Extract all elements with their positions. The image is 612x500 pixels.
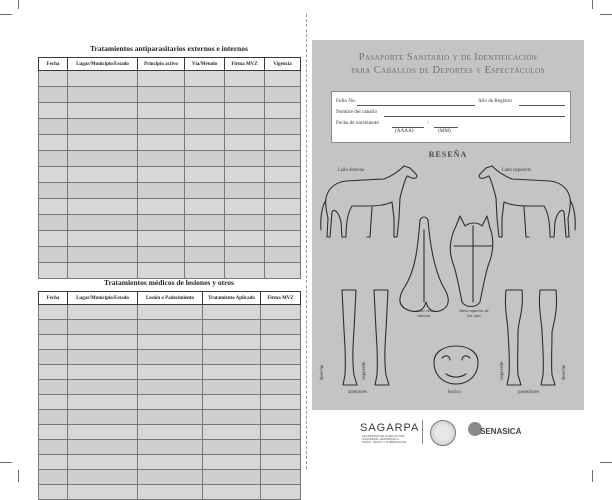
table-row (39, 305, 301, 320)
table-cell[interactable] (39, 455, 68, 470)
table-row (39, 151, 301, 167)
table-cell[interactable] (225, 87, 265, 103)
table-row (39, 410, 301, 425)
cover-title-line2: para Caballos de Deportes y Espectáculos (351, 65, 545, 76)
table-cell[interactable] (68, 410, 138, 425)
table-cell[interactable] (203, 335, 261, 350)
crop-mark (18, 0, 19, 9)
column-header: Lugar/Municipio/Estado (68, 58, 138, 71)
table-cell[interactable] (225, 71, 265, 87)
crop-mark (0, 14, 12, 15)
crop-mark (600, 462, 612, 463)
table-cell[interactable] (185, 167, 225, 183)
crop-mark (592, 470, 593, 482)
table-cell[interactable] (203, 365, 261, 380)
table-cell[interactable] (225, 103, 265, 119)
table-cell[interactable] (225, 151, 265, 167)
table-cell[interactable] (203, 305, 261, 320)
table-cell[interactable] (261, 425, 301, 440)
cover-title-line1: Pasaporte Sanitario y de Identificación (358, 52, 538, 63)
table-cell[interactable] (68, 71, 138, 87)
column-header: Vigencia (265, 58, 301, 71)
table-cell[interactable] (265, 231, 301, 247)
table-cell[interactable] (203, 440, 261, 455)
table-cell[interactable] (185, 71, 225, 87)
table-cell[interactable] (39, 71, 68, 87)
table-cell[interactable] (39, 365, 68, 380)
table-row (39, 183, 301, 199)
column-header: Principio activo (138, 58, 185, 71)
table-cell[interactable] (203, 350, 261, 365)
table-row (39, 247, 301, 263)
table-cell[interactable] (39, 231, 68, 247)
table-cell[interactable] (203, 320, 261, 335)
table-cell[interactable] (68, 455, 138, 470)
table-cell[interactable] (138, 335, 203, 350)
crop-mark (592, 0, 593, 9)
table-cell[interactable] (138, 410, 203, 425)
table-cell[interactable] (138, 151, 185, 167)
table-cell[interactable] (68, 135, 138, 151)
table-cell[interactable] (185, 183, 225, 199)
table-cell[interactable] (68, 365, 138, 380)
fold-line (306, 14, 307, 469)
resena-heading: RESEÑA (428, 150, 468, 159)
mexico-seal-icon (430, 420, 456, 446)
table-cell[interactable] (225, 199, 265, 215)
table-row (39, 365, 301, 380)
table-row (39, 335, 301, 350)
antiparasitic-table (38, 57, 301, 279)
column-header: Tratamiento Aplicado (203, 292, 261, 305)
table-cell[interactable] (265, 263, 301, 279)
table-cell[interactable] (39, 183, 68, 199)
table-cell[interactable] (185, 199, 225, 215)
table-cell[interactable] (39, 263, 68, 279)
table-row (39, 215, 301, 231)
crop-mark (0, 462, 12, 463)
month-format-hint: (MM) (438, 128, 451, 134)
table-cell[interactable] (39, 440, 68, 455)
table-cell[interactable] (185, 119, 225, 135)
table-cell[interactable] (225, 167, 265, 183)
table-row (39, 455, 301, 470)
right-side-label: Lado derecho (338, 168, 365, 173)
table2-title: Tratamientos médicos de lesiones y otros (104, 278, 234, 287)
table-cell[interactable] (265, 183, 301, 199)
table-cell[interactable] (68, 485, 138, 500)
table-cell[interactable] (225, 183, 265, 199)
table-cell[interactable] (68, 395, 138, 410)
table-row (39, 263, 301, 279)
table-row (39, 119, 301, 135)
table-cell[interactable] (138, 395, 203, 410)
table-cell[interactable] (39, 395, 68, 410)
table-row (39, 231, 301, 247)
table-cell[interactable] (265, 215, 301, 231)
hind-right-label: derecho (562, 364, 567, 380)
crop-mark (600, 14, 612, 15)
table-cell[interactable] (39, 151, 68, 167)
table-cell[interactable] (138, 440, 203, 455)
table-cell[interactable] (185, 87, 225, 103)
table-row (39, 167, 301, 183)
table-cell[interactable] (68, 320, 138, 335)
neck-view-label: cuello vista inferior (413, 308, 435, 318)
table-row (39, 103, 301, 119)
year-format-hint: (AAAA) (395, 128, 414, 134)
column-header: Fecha (39, 292, 68, 305)
table-cell[interactable] (185, 231, 225, 247)
hind-left-label: izquierdo (500, 361, 505, 380)
table-cell[interactable] (265, 71, 301, 87)
table-cell[interactable] (39, 335, 68, 350)
horse-diagrams (312, 40, 584, 410)
table-cell[interactable] (261, 470, 301, 485)
table-cell[interactable] (138, 305, 203, 320)
table-row (39, 395, 301, 410)
table-row (39, 320, 301, 335)
head-front-outline (450, 216, 492, 307)
birth-separator: / (427, 120, 429, 126)
table-cell[interactable] (39, 350, 68, 365)
table-cell[interactable] (68, 87, 138, 103)
table-cell[interactable] (261, 485, 301, 500)
table-cell[interactable] (203, 380, 261, 395)
hind-legs-outline (505, 290, 556, 385)
table-cell[interactable] (138, 215, 185, 231)
year-label: Año de Registro (478, 98, 513, 104)
table-cell[interactable] (265, 135, 301, 151)
table-cell[interactable] (185, 103, 225, 119)
table-cell[interactable] (185, 263, 225, 279)
table-cell[interactable] (68, 470, 138, 485)
table-cell[interactable] (203, 470, 261, 485)
eye-line-label: línea superior de los ojos (459, 308, 489, 318)
table-cell[interactable] (138, 320, 203, 335)
table-cell[interactable] (68, 305, 138, 320)
table-cell[interactable] (265, 247, 301, 263)
column-header: Lesión o Padecimiento (138, 292, 203, 305)
table-row (39, 380, 301, 395)
table-cell[interactable] (68, 247, 138, 263)
table-cell[interactable] (138, 103, 185, 119)
passport-cover (312, 40, 584, 410)
table-cell[interactable] (39, 410, 68, 425)
table-cell[interactable] (68, 380, 138, 395)
table-row (39, 87, 301, 103)
table-cell[interactable] (261, 320, 301, 335)
column-header: Lugar/Municipio/Estado (68, 292, 138, 305)
table-cell[interactable] (39, 103, 68, 119)
table-cell[interactable] (203, 410, 261, 425)
table-cell[interactable] (138, 247, 185, 263)
neck-underside-outline (400, 217, 448, 312)
column-header: Fecha (39, 58, 68, 71)
table-cell[interactable] (138, 167, 185, 183)
table-cell[interactable] (68, 350, 138, 365)
table-cell[interactable] (225, 135, 265, 151)
table-cell[interactable] (138, 365, 203, 380)
table-cell[interactable] (39, 167, 68, 183)
column-header: Vía/Método (185, 58, 225, 71)
table-cell[interactable] (265, 167, 301, 183)
table-cell[interactable] (39, 470, 68, 485)
table-cell[interactable] (261, 365, 301, 380)
front-left-label: izquierdo (362, 361, 367, 380)
sagarpa-subtitle: SECRETARÍA DE AGRICULTURA, GANADERÍA, DESARROLLO RURAL, PESCA Y ALIMENTACIÓN (362, 434, 407, 445)
left-side-label: Lado izquierdo (502, 168, 532, 173)
table-cell[interactable] (68, 425, 138, 440)
table-cell[interactable] (68, 263, 138, 279)
table-row (39, 135, 301, 151)
table-cell[interactable] (261, 335, 301, 350)
front-right-label: derecho (320, 364, 325, 380)
table-row (39, 199, 301, 215)
table-cell[interactable] (39, 485, 68, 500)
table-cell[interactable] (261, 380, 301, 395)
table-cell[interactable] (138, 87, 185, 103)
table-cell[interactable] (138, 183, 185, 199)
logo-bar (312, 414, 584, 450)
table-cell[interactable] (185, 215, 225, 231)
table-cell[interactable] (138, 199, 185, 215)
table-row (39, 71, 301, 87)
medical-treatment-table (38, 291, 301, 500)
muzzle-label: bocico (448, 390, 461, 395)
front-legs-label: anteriores (348, 390, 367, 395)
table-row (39, 440, 301, 455)
table-cell[interactable] (265, 151, 301, 167)
table-cell[interactable] (138, 119, 185, 135)
table-row (39, 350, 301, 365)
table-cell[interactable] (261, 410, 301, 425)
table-cell[interactable] (138, 425, 203, 440)
table-cell[interactable] (68, 231, 138, 247)
muzzle-outline (434, 346, 478, 384)
table-cell[interactable] (138, 263, 185, 279)
horse-name-label: Nombre del caballo (336, 109, 377, 115)
table-cell[interactable] (225, 231, 265, 247)
table-cell[interactable] (261, 440, 301, 455)
table-cell[interactable] (39, 425, 68, 440)
table-cell[interactable] (39, 305, 68, 320)
table-cell[interactable] (261, 395, 301, 410)
sagarpa-logo: SAGARPA (360, 422, 420, 434)
table-cell[interactable] (138, 380, 203, 395)
table-cell[interactable] (68, 183, 138, 199)
table-row (39, 470, 301, 485)
table-cell[interactable] (203, 455, 261, 470)
birth-date-label: Fecha de nacimiento (336, 120, 379, 126)
crop-mark (18, 470, 19, 482)
table1-title: Tratamientos antiparasitarios externos e internos (90, 44, 248, 53)
table-cell[interactable] (138, 71, 185, 87)
table-cell[interactable] (203, 395, 261, 410)
table-cell[interactable] (68, 103, 138, 119)
table-cell[interactable] (225, 263, 265, 279)
table-cell[interactable] (261, 455, 301, 470)
table-cell[interactable] (203, 485, 261, 500)
folio-label: Folio No. (336, 98, 356, 104)
table-cell[interactable] (185, 151, 225, 167)
table-cell[interactable] (138, 350, 203, 365)
table-cell[interactable] (265, 103, 301, 119)
table-row (39, 425, 301, 440)
table-cell[interactable] (68, 151, 138, 167)
senasica-logo: SENASICA (480, 427, 522, 436)
table-cell[interactable] (39, 247, 68, 263)
table-cell[interactable] (225, 119, 265, 135)
table-cell[interactable] (225, 247, 265, 263)
horse-right-side-outline (321, 166, 417, 237)
column-header: Firma MVZ (261, 292, 301, 305)
table-cell[interactable] (39, 87, 68, 103)
table-cell[interactable] (68, 335, 138, 350)
table-cell[interactable] (265, 87, 301, 103)
table-cell[interactable] (138, 231, 185, 247)
table-cell[interactable] (138, 135, 185, 151)
table-cell[interactable] (39, 215, 68, 231)
table-cell[interactable] (39, 199, 68, 215)
table-cell[interactable] (39, 320, 68, 335)
column-header: Firma MVZ (225, 58, 265, 71)
table-cell[interactable] (265, 199, 301, 215)
table-cell[interactable] (138, 455, 203, 470)
table-cell[interactable] (138, 470, 203, 485)
table-cell[interactable] (68, 440, 138, 455)
table-cell[interactable] (68, 199, 138, 215)
table-row (39, 485, 301, 500)
table-cell[interactable] (225, 215, 265, 231)
table-cell[interactable] (185, 247, 225, 263)
table-cell[interactable] (68, 167, 138, 183)
table-cell[interactable] (261, 305, 301, 320)
table-cell[interactable] (68, 215, 138, 231)
table-cell[interactable] (39, 135, 68, 151)
hind-legs-label: posteriores (518, 390, 540, 395)
table-cell[interactable] (39, 119, 68, 135)
table-cell[interactable] (39, 380, 68, 395)
table-cell[interactable] (68, 119, 138, 135)
horse-left-side-outline (479, 166, 575, 237)
logo-separator (422, 420, 423, 444)
table-cell[interactable] (203, 425, 261, 440)
table-cell[interactable] (185, 135, 225, 151)
table-cell[interactable] (265, 119, 301, 135)
table-cell[interactable] (138, 485, 203, 500)
table-cell[interactable] (261, 350, 301, 365)
